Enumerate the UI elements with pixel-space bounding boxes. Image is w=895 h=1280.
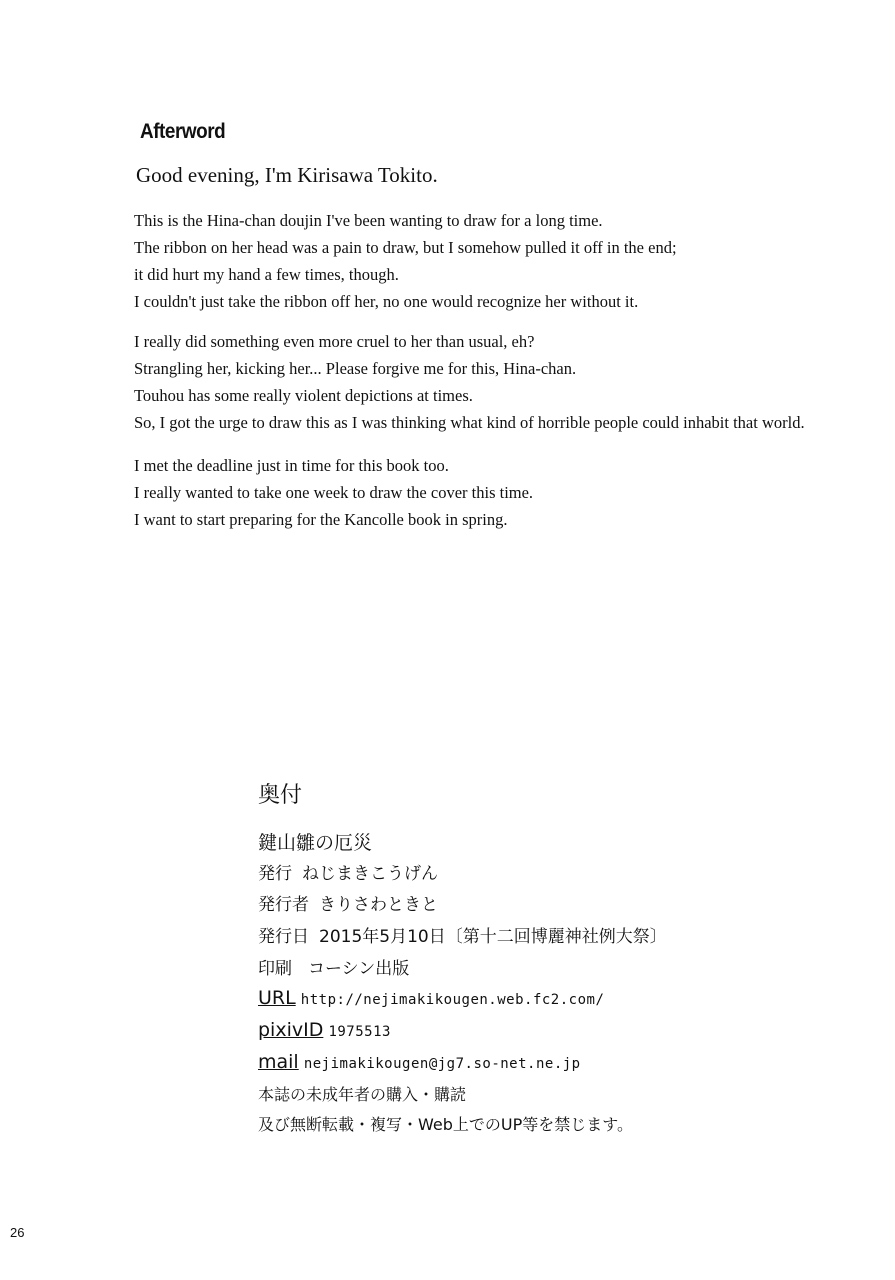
- printer-row: [258, 954, 409, 979]
- afterword-paragraph-1: [134, 207, 874, 315]
- publisher-value: ねじまきこうげん: [302, 864, 438, 884]
- author-label: 発行者: [258, 895, 309, 915]
- afterword-paragraph-3: [134, 452, 874, 533]
- printer-label: 印刷: [258, 959, 292, 979]
- mail-row: [258, 1051, 581, 1073]
- paragraph-line: it did hurt my hand a few times, though.: [134, 265, 399, 284]
- url-label: URL: [258, 987, 296, 1009]
- notice-line-2: 及び無断転載・複写・Web上でのUP等を禁じます。: [258, 1115, 633, 1134]
- publisher-row: [258, 859, 438, 884]
- printer-value: コーシン出版: [308, 959, 410, 979]
- notice-line-1: 本誌の未成年者の購入・購読: [258, 1085, 467, 1104]
- mail-label: mail: [258, 1051, 299, 1073]
- url-row: [258, 987, 604, 1009]
- pixiv-row: [258, 1019, 391, 1041]
- date-value: 2015年5月10日〔第十二回博麗神社例大祭〕: [319, 927, 667, 947]
- afterword-title: Afterword: [140, 120, 226, 143]
- paragraph-line: The ribbon on her head was a pain to draw, but I somehow pulled it off in the end;: [134, 238, 677, 257]
- paragraph-line: I really did something even more cruel to her than usual, eh?: [134, 332, 535, 351]
- afterword-paragraph-2: [134, 328, 874, 436]
- paragraph-line: I met the deadline just in time for this book too.: [134, 456, 449, 475]
- paragraph-line: Touhou has some really violent depictions at times.: [134, 386, 473, 405]
- date-label: 発行日: [258, 927, 309, 947]
- paragraph-line: I want to start preparing for the Kancolle book in spring.: [134, 510, 508, 529]
- paragraph-line: So, I got the urge to draw this as I was thinking what kind of horrible people could inhabit that world.: [134, 413, 805, 432]
- paragraph-line: I couldn't just take the ribbon off her, no one would recognize her without it.: [134, 292, 639, 311]
- mail-link[interactable]: nejimakikougen@jg7.so-net.ne.jp: [303, 1056, 581, 1072]
- paragraph-line: This is the Hina-chan doujin I've been wanting to draw for a long time.: [134, 211, 603, 230]
- pixiv-id: 1975513: [328, 1024, 391, 1040]
- pixiv-label: pixivID: [258, 1019, 324, 1041]
- afterword-greeting: Good evening, I'm Kirisawa Tokito.: [136, 163, 438, 187]
- book-title: 鍵山雛の厄災: [258, 832, 373, 854]
- author-row: [258, 890, 438, 915]
- author-value: きりさわときと: [319, 895, 438, 915]
- colophon-heading: 奥付: [258, 783, 303, 808]
- date-row: [258, 922, 667, 947]
- url-link[interactable]: http://nejimakikougen.web.fc2.com/: [300, 992, 605, 1008]
- paragraph-line: Strangling her, kicking her... Please forgive me for this, Hina-chan.: [134, 359, 577, 378]
- paragraph-line: I really wanted to take one week to draw the cover this time.: [134, 483, 534, 502]
- page-number: 26: [10, 1225, 25, 1240]
- publisher-label: 発行: [258, 864, 292, 884]
